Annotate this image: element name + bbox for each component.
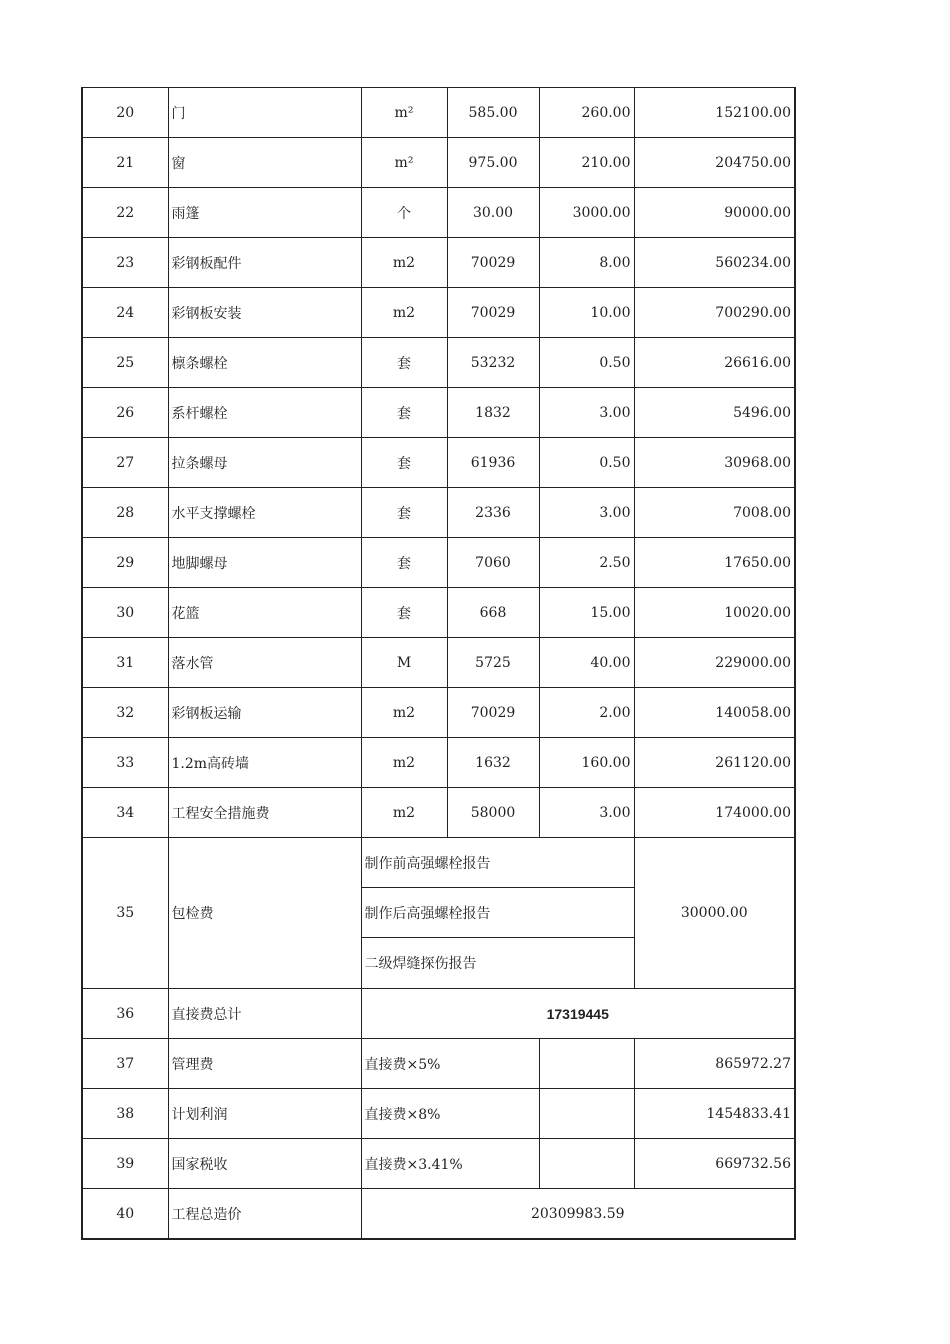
fee-amount: 865972.27 [634,1039,795,1089]
item-name: 花篮 [168,588,361,638]
item-quantity: 70029 [447,238,539,288]
item-unit: 套 [361,538,447,588]
item-name: 工程总造价 [168,1189,361,1240]
row-number: 37 [82,1039,168,1089]
table-row [82,538,795,588]
row-number: 25 [82,338,168,388]
item-name: 门 [168,88,361,138]
fee-row [82,1089,795,1139]
item-unit: m2 [361,788,447,838]
item-unit-price: 3.00 [539,788,634,838]
item-unit: 个 [361,188,447,238]
empty-cell [539,1039,634,1089]
table-row [82,238,795,288]
item-unit-price: 3000.00 [539,188,634,238]
table-row [82,138,795,188]
item-name: 计划利润 [168,1089,361,1139]
table-row [82,488,795,538]
table-row [82,88,795,138]
row-number: 27 [82,438,168,488]
report-item: 制作前高强螺栓报告 [361,838,634,888]
row-number: 31 [82,638,168,688]
direct-total-row [82,989,795,1039]
item-amount: 700290.00 [634,288,795,338]
item-amount: 26616.00 [634,338,795,388]
item-quantity: 5725 [447,638,539,688]
item-unit: m² [361,138,447,188]
table-row [82,688,795,738]
item-amount: 204750.00 [634,138,795,188]
table-row [82,738,795,788]
item-amount: 261120.00 [634,738,795,788]
fee-row [82,1139,795,1189]
table-row [82,338,795,388]
item-amount: 152100.00 [634,88,795,138]
item-unit: m2 [361,688,447,738]
item-unit-price: 3.00 [539,488,634,538]
item-unit-price: 15.00 [539,588,634,638]
table-row [82,288,795,338]
item-amount: 7008.00 [634,488,795,538]
item-name: 系杆螺栓 [168,388,361,438]
item-rows [82,88,795,1240]
grand-total-row [82,1189,795,1240]
item-amount: 30968.00 [634,438,795,488]
item-quantity: 61936 [447,438,539,488]
fee-amount: 1454833.41 [634,1089,795,1139]
row-number: 32 [82,688,168,738]
item-unit-price: 160.00 [539,738,634,788]
item-unit: m2 [361,288,447,338]
row-number: 33 [82,738,168,788]
row-number: 29 [82,538,168,588]
row-number: 23 [82,238,168,288]
item-name: 落水管 [168,638,361,688]
item-amount: 560234.00 [634,238,795,288]
fee-basis: 直接费×3.41% [361,1139,539,1189]
item-name: 国家税收 [168,1139,361,1189]
row-number: 28 [82,488,168,538]
item-name: 雨篷 [168,188,361,238]
row-number: 22 [82,188,168,238]
report-item: 二级焊缝探伤报告 [361,938,634,989]
item-unit: 套 [361,338,447,388]
item-unit-price: 0.50 [539,438,634,488]
item-amount: 174000.00 [634,788,795,838]
item-quantity: 70029 [447,288,539,338]
row-number: 39 [82,1139,168,1189]
item-quantity: 585.00 [447,88,539,138]
item-unit-price: 0.50 [539,338,634,388]
item-name: 彩钢板配件 [168,238,361,288]
empty-cell [539,1139,634,1189]
item-unit-price: 10.00 [539,288,634,338]
item-unit-price: 40.00 [539,638,634,688]
item-name: 彩钢板安装 [168,288,361,338]
row-number: 20 [82,88,168,138]
item-amount: 229000.00 [634,638,795,688]
table-row [82,638,795,688]
item-unit-price: 8.00 [539,238,634,288]
item-name: 1.2m高砖墙 [168,738,361,788]
grand-total-value: 20309983.59 [361,1189,795,1240]
item-quantity: 30.00 [447,188,539,238]
table-row [82,438,795,488]
item-name: 彩钢板运输 [168,688,361,738]
item-amount: 140058.00 [634,688,795,738]
table-row [82,588,795,638]
row-number: 26 [82,388,168,438]
item-unit: 套 [361,488,447,538]
item-name: 拉条螺母 [168,438,361,488]
item-name: 水平支撑螺栓 [168,488,361,538]
item-quantity: 975.00 [447,138,539,188]
item-quantity: 7060 [447,538,539,588]
table-row [82,188,795,238]
item-unit-price: 210.00 [539,138,634,188]
item-quantity: 53232 [447,338,539,388]
empty-cell [539,1089,634,1139]
item-quantity: 70029 [447,688,539,738]
row-number: 24 [82,288,168,338]
item-unit: m² [361,88,447,138]
item-name: 直接费总计 [168,989,361,1039]
item-amount: 90000.00 [634,188,795,238]
item-amount: 5496.00 [634,388,795,438]
table-row [82,788,795,838]
item-amount: 10020.00 [634,588,795,638]
item-quantity: 1832 [447,388,539,438]
item-quantity: 668 [447,588,539,638]
row-number: 34 [82,788,168,838]
item-name: 窗 [168,138,361,188]
row-number: 38 [82,1089,168,1139]
item-quantity: 1632 [447,738,539,788]
fee-row [82,1039,795,1089]
row-number: 21 [82,138,168,188]
row-number: 36 [82,989,168,1039]
item-unit: M [361,638,447,688]
cost-table [81,87,796,1240]
item-unit-price: 2.00 [539,688,634,738]
item-amount: 17650.00 [634,538,795,588]
item-unit: m2 [361,238,447,288]
row-number: 35 [82,838,168,989]
inspection-row [82,838,795,888]
item-unit: m2 [361,738,447,788]
item-name: 地脚螺母 [168,538,361,588]
fee-basis: 直接费×8% [361,1089,539,1139]
direct-total-value: 17319445 [361,989,795,1039]
row-number: 30 [82,588,168,638]
item-unit-price: 260.00 [539,88,634,138]
item-unit-price: 3.00 [539,388,634,438]
row-number: 40 [82,1189,168,1240]
item-unit: 套 [361,388,447,438]
item-name: 檩条螺栓 [168,338,361,388]
item-unit: 套 [361,438,447,488]
item-quantity: 58000 [447,788,539,838]
item-quantity: 2336 [447,488,539,538]
item-name: 工程安全措施费 [168,788,361,838]
fee-amount: 669732.56 [634,1139,795,1189]
report-item: 制作后高强螺栓报告 [361,888,634,938]
item-unit-price: 2.50 [539,538,634,588]
inspection-amount: 30000.00 [634,838,795,989]
item-name: 管理费 [168,1039,361,1089]
fee-basis: 直接费×5% [361,1039,539,1089]
table-row [82,388,795,438]
item-unit: 套 [361,588,447,638]
item-name: 包检费 [168,838,361,989]
